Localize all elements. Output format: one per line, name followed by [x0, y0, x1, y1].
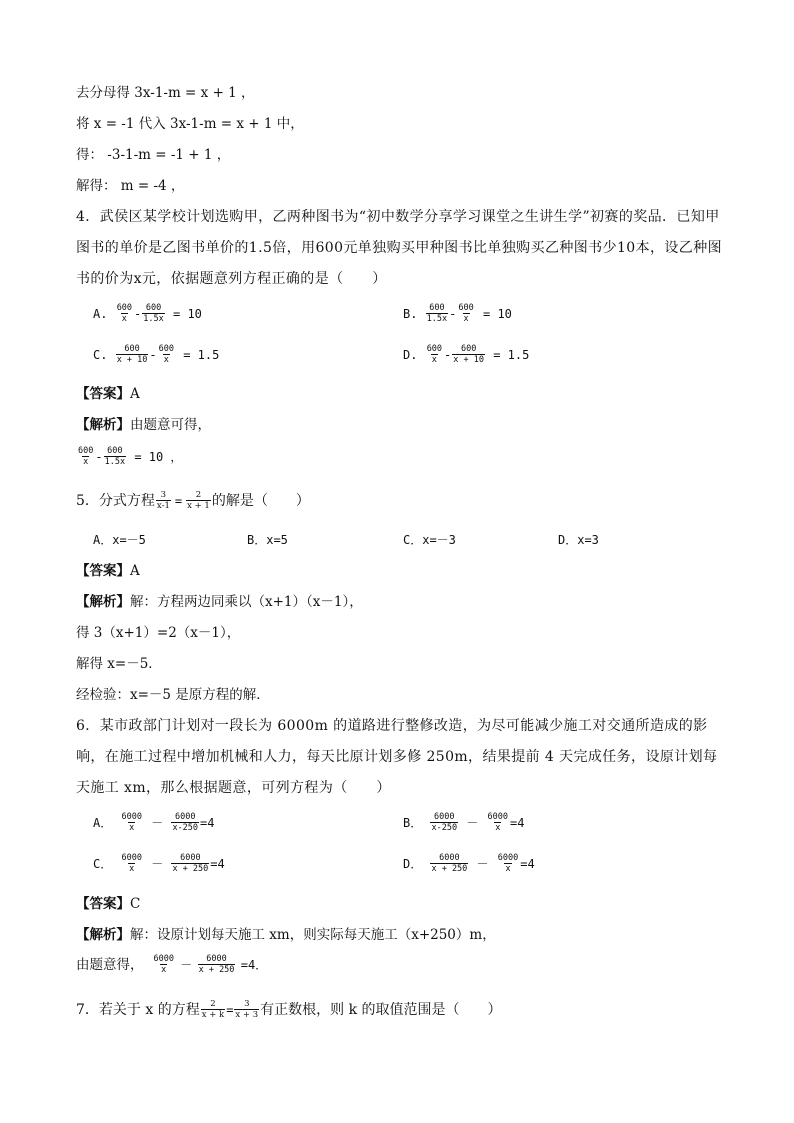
fraction: $\frac{600}{1.5x}$: [104, 446, 126, 467]
fraction: $\frac{6000}{x}$: [121, 853, 142, 874]
fraction: $\frac{600}{1.5x}$: [143, 303, 164, 324]
answer-value: A: [130, 563, 140, 579]
fraction: $\frac{6000}{x-250}$: [431, 812, 458, 833]
fraction: $\frac{600}{x + 10}$: [453, 344, 484, 365]
answer-tag: 【答案】: [76, 386, 130, 402]
fraction: $\frac{6000}{x-250}$: [172, 812, 199, 833]
q6-option-a[interactable]: A． $\frac{6000}{x}$ － $\frac{6000}{x-250}$ =4: [93, 812, 215, 833]
q4-option-b[interactable]: B. $\frac{600}{1.5x}$ - $\frac{600}{x}$ = 10: [403, 303, 512, 324]
fraction: $\frac{2}{x + k}$: [201, 999, 225, 1020]
q4-option-d[interactable]: D. $\frac{600}{x}$ - $\frac{600}{x + 10}$ = 1.5: [403, 344, 530, 365]
fraction: $\frac{600}{1.5x}$: [426, 303, 448, 324]
solution-line: 得： -3-1-m = -1 + 1 ，: [76, 147, 231, 163]
analysis-text: 解：方程两边同乘以（x+1）（x－1），: [130, 594, 363, 610]
q6-option-d[interactable]: D． $\frac{6000}{x + 250}$ － $\frac{6000}{x}$ =4: [403, 853, 535, 874]
q5-option-c[interactable]: C．x=－3: [403, 533, 456, 547]
option-label: C．: [93, 857, 113, 871]
fraction: $\frac{6000}{x}$: [121, 812, 142, 833]
q5-option-d[interactable]: D．x=3: [558, 533, 599, 547]
answer-line: [76, 384, 140, 404]
solution-line: 解得： m = -4 ，: [76, 178, 185, 194]
option-label: D．: [403, 857, 423, 871]
analysis-text: 解：设原计划每天施工 xm，则实际每天施工（x+250）m，: [130, 927, 496, 943]
fraction: $\frac{3}{x + 3}$: [235, 999, 259, 1020]
fraction: $\frac{6000}{x}$: [497, 853, 519, 874]
fraction: $\frac{600}{x}$: [78, 446, 94, 467]
question-4-stem: 4．武侯区某学校计划选购甲，乙两种图书为“初中数学分享学习课堂之生讲生学”初赛的奖品．已知甲图书的单价是乙图书单价的1.5倍，用600元单独购买甲种图书比单独购买乙种图书少10本，设乙种图书的价为x元，依据题意列方程正确的是（ ）: [76, 209, 722, 287]
question-5-stem: 5．分式方程 $\frac{3}{x-1}$ = $\frac{2}{x + 1}$ 的解是（ ）: [76, 490, 310, 511]
analysis-equation: $\frac{600}{x}$ - $\frac{600}{1.5x}$ = 10 ，: [78, 446, 183, 467]
answer-value: A: [130, 386, 140, 402]
fraction: $\frac{600}{x}$: [116, 303, 133, 324]
analysis-tag: 【解析】: [76, 417, 130, 433]
question-7-stem: 7．若关于 x 的方程 $\frac{2}{x + k}$ = $\frac{3}{x + 3}$ 有正数根，则 k 的取值范围是（ ）: [76, 999, 502, 1020]
analysis-tag: 【解析】: [76, 594, 130, 610]
option-label: C.: [93, 347, 108, 362]
analysis-tag: 【解析】: [76, 927, 130, 943]
analysis-equation: 由题意得， $\frac{6000}{x}$ － $\frac{6000}{x + 250}$ =4．: [76, 954, 268, 975]
q4-option-c[interactable]: C. $\frac{600}{x + 10}$ - $\frac{600}{x}$ = 1.5: [93, 344, 220, 365]
q6-option-c[interactable]: C． $\frac{6000}{x}$ － $\frac{6000}{x + 250}$ =4: [93, 853, 225, 874]
option-label: A.: [93, 306, 108, 321]
solution-line: 经检验：x=－5 是原方程的解．: [76, 687, 270, 703]
analysis-line: [76, 592, 363, 612]
analysis-line: [76, 415, 211, 435]
fraction: $\frac{2}{x + 1}$: [187, 490, 210, 511]
q5-option-b[interactable]: B．x=5: [247, 533, 288, 547]
solution-line: 去分母得 3x-1-m = x + 1 ，: [76, 85, 255, 101]
fraction: $\frac{600}{x}$: [158, 344, 174, 365]
fraction: $\frac{6000}{x}$: [487, 812, 509, 833]
analysis-text: 由题意可得，: [130, 417, 211, 433]
option-label: B．: [403, 816, 423, 830]
answer-tag: 【答案】: [76, 563, 130, 579]
fraction: $\frac{6000}{x + 250}$: [172, 853, 209, 874]
answer-tag: 【答案】: [76, 896, 130, 912]
q4-option-a[interactable]: A. $\frac{600}{x}$ - $\frac{600}{1.5x}$ = 10: [93, 303, 202, 324]
q6-option-b[interactable]: B． $\frac{6000}{x-250}$ － $\frac{6000}{x}$ =4: [403, 812, 525, 833]
answer-value: C: [130, 896, 141, 912]
fraction: $\frac{6000}{x + 250}$: [431, 853, 468, 874]
fraction: $\frac{600}{x}$: [458, 303, 474, 324]
analysis-line: [76, 925, 496, 945]
option-label: B.: [403, 306, 418, 321]
fraction: $\frac{3}{x-1}$: [156, 490, 170, 511]
fraction: $\frac{6000}{x}$: [153, 954, 174, 975]
option-label: D.: [403, 347, 418, 362]
answer-line: [76, 561, 140, 581]
fraction: $\frac{6000}{x + 250}$: [198, 954, 235, 975]
q5-option-a[interactable]: A．x=－5: [93, 533, 146, 547]
option-label: A．: [93, 816, 113, 830]
question-6-stem: 6．某市政部门计划对一段长为 6000m 的道路进行整修改造，为尽可能减少施工对交通所造成的影响，在施工过程中增加机械和人力，每天比原计划多修 250m，结果提前 4 天完成任务，设原计划每天施工 xm，那么根据题意，可列方程为（ ）: [76, 718, 718, 796]
solution-line: 得 3（x+1）=2（x－1），: [76, 625, 241, 641]
solution-line: 解得 x=－5．: [76, 656, 162, 672]
solution-line: 将 x = -1 代入 3x-1-m = x + 1 中，: [76, 116, 304, 132]
fraction: $\frac{600}{x + 10}$: [116, 344, 148, 365]
answer-line: [76, 894, 140, 914]
fraction: $\frac{600}{x}$: [426, 344, 443, 365]
